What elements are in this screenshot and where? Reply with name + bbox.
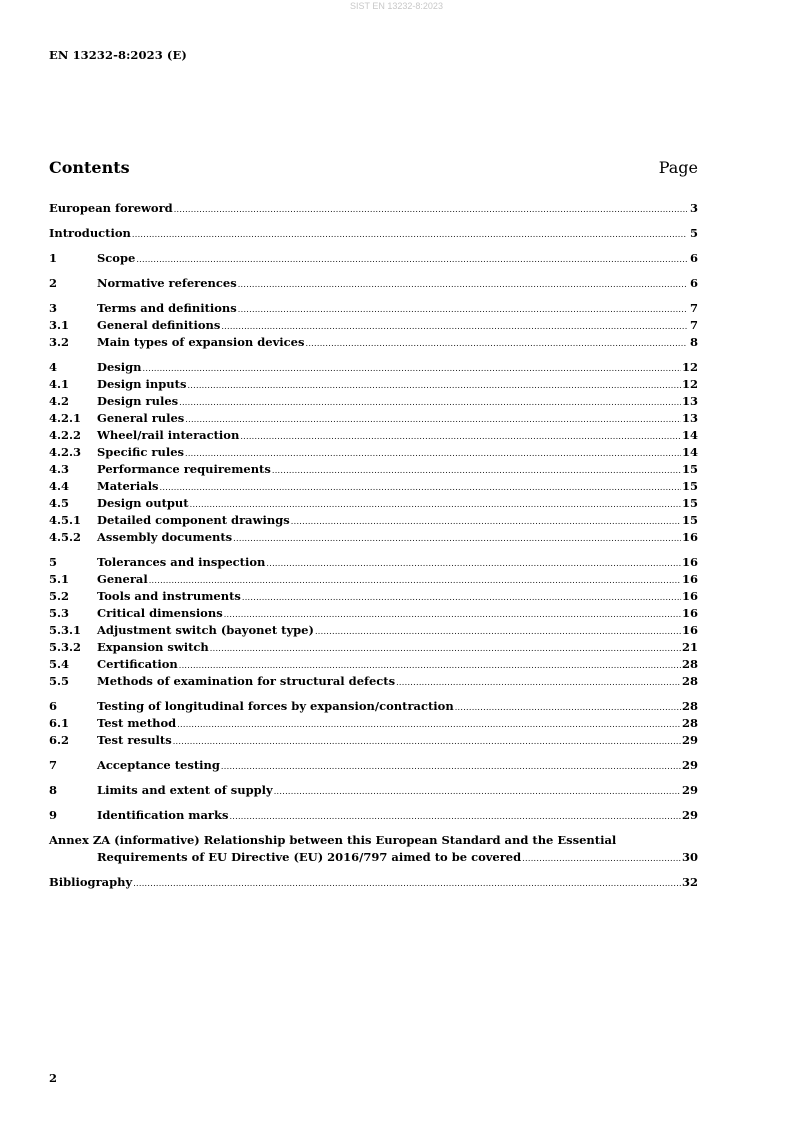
leader-dots (210, 640, 681, 657)
toc-title: European foreword (49, 201, 173, 215)
leader-dots (221, 758, 681, 775)
toc-page: 16 (681, 623, 698, 637)
leader-dots (179, 657, 681, 674)
toc-title: General definitions (97, 318, 221, 332)
toc-page: 15 (681, 513, 698, 527)
toc-entry-9[interactable] (49, 807, 698, 824)
toc-page: 5 (689, 226, 698, 240)
leader-dots (174, 201, 687, 218)
toc-title: Test method (97, 716, 177, 730)
toc-number: 5.3 (49, 606, 70, 620)
toc-page: 15 (681, 479, 698, 493)
toc-page: 28 (681, 657, 698, 671)
toc-entry-4-3[interactable] (49, 461, 698, 478)
toc-entry-5-3-2[interactable] (49, 639, 698, 656)
toc-title: Methods of examination for structural defects (97, 674, 396, 688)
leader-dots (233, 530, 681, 547)
toc-entry-5-3-1[interactable] (49, 622, 698, 639)
watermark: SIST EN 13232-8:2023 (350, 1, 443, 11)
toc-entry-7[interactable] (49, 757, 698, 774)
toc-title: Wheel/rail interaction (97, 428, 240, 442)
toc-number: 3.1 (49, 318, 70, 332)
leader-dots (272, 462, 681, 479)
toc-page: 16 (681, 589, 698, 603)
leader-dots (185, 411, 681, 428)
toc-page: 14 (681, 445, 698, 459)
leader-dots (315, 623, 681, 640)
toc-page: 12 (681, 360, 698, 374)
toc-page: 13 (681, 394, 698, 408)
toc-entry-4-4[interactable] (49, 478, 698, 495)
toc-title: General (97, 572, 148, 586)
toc-number: 5.3.1 (49, 623, 82, 637)
toc-title: Specific rules (97, 445, 184, 459)
toc-title: Testing of longitudinal forces by expansion/contraction (97, 699, 454, 713)
toc-number: 4 (49, 360, 58, 374)
toc-number: 4.5.2 (49, 530, 82, 544)
leader-dots (160, 479, 681, 496)
toc-page: 12 (681, 377, 698, 391)
toc-entry-2[interactable] (49, 275, 698, 292)
toc-number: 3 (49, 301, 58, 315)
toc-title: Acceptance testing (97, 758, 220, 772)
toc-number: 4.4 (49, 479, 70, 493)
toc-page: 29 (681, 783, 698, 797)
leader-dots (229, 808, 681, 825)
contents-title: Contents (49, 158, 130, 177)
toc-entry-4-5-2[interactable] (49, 529, 698, 546)
leader-dots (291, 513, 681, 530)
toc-page: 29 (681, 808, 698, 822)
toc-entry-3-1[interactable] (49, 317, 698, 334)
leader-dots (240, 428, 681, 445)
toc-entry-annex-za[interactable] (49, 832, 698, 866)
toc-page: 30 (681, 850, 698, 864)
leader-dots (274, 783, 681, 800)
toc-number: 2 (49, 276, 58, 290)
leader-dots (224, 606, 681, 623)
toc-page: 6 (689, 251, 698, 265)
toc-entry-foreword[interactable] (49, 200, 698, 217)
toc-entry-6[interactable] (49, 698, 698, 715)
toc-page: 3 (689, 201, 698, 215)
leader-dots (242, 589, 681, 606)
toc-title: Terms and definitions (97, 301, 237, 315)
toc-entry-5[interactable] (49, 554, 698, 571)
toc-number: 8 (49, 783, 58, 797)
toc-entry-4-2-2[interactable] (49, 427, 698, 444)
toc-title: Design (97, 360, 142, 374)
toc-title: Design inputs (97, 377, 187, 391)
toc-entry-6-1[interactable] (49, 715, 698, 732)
leader-dots (238, 301, 687, 318)
table-of-contents (49, 200, 698, 899)
toc-title: Performance requirements (97, 462, 271, 476)
toc-entry-bibliography[interactable] (49, 874, 698, 891)
toc-title: Main types of expansion devices (97, 335, 305, 349)
toc-page: 15 (681, 496, 698, 510)
toc-title: Materials (97, 479, 159, 493)
toc-page: 14 (681, 428, 698, 442)
leader-dots (221, 318, 687, 335)
leader-dots (238, 276, 687, 293)
toc-entry-4-2-1[interactable] (49, 410, 698, 427)
toc-number: 5 (49, 555, 58, 569)
leader-dots (133, 875, 681, 892)
toc-page: 7 (689, 318, 698, 332)
toc-entry-5-1[interactable] (49, 571, 698, 588)
toc-number: 4.2 (49, 394, 70, 408)
toc-number: 4.2.3 (49, 445, 82, 459)
toc-title: General rules (97, 411, 185, 425)
leader-dots (190, 496, 681, 513)
toc-title: Detailed component drawings (97, 513, 290, 527)
toc-number: 6.2 (49, 733, 70, 747)
toc-page: 16 (681, 572, 698, 586)
toc-page: 8 (689, 335, 698, 349)
toc-entry-4-5-1[interactable] (49, 512, 698, 529)
toc-entry-5-3[interactable] (49, 605, 698, 622)
toc-number: 4.3 (49, 462, 70, 476)
toc-number: 4.5.1 (49, 513, 82, 527)
toc-title: Design rules (97, 394, 179, 408)
toc-page: 28 (681, 674, 698, 688)
toc-entry-8[interactable] (49, 782, 698, 799)
toc-page: 7 (689, 301, 698, 315)
leader-dots (522, 850, 681, 867)
contents-header (49, 158, 698, 177)
leader-dots (305, 335, 687, 352)
toc-title: Tools and instruments (97, 589, 241, 603)
toc-title: Normative references (97, 276, 237, 290)
toc-page: 32 (681, 875, 698, 889)
leader-dots (136, 251, 687, 268)
toc-number: 5.2 (49, 589, 70, 603)
toc-number: 4.2.1 (49, 411, 82, 425)
toc-page: 21 (681, 640, 698, 654)
toc-number: 4.1 (49, 377, 70, 391)
toc-number: 5.1 (49, 572, 70, 586)
toc-page: 15 (681, 462, 698, 476)
toc-number: 3.2 (49, 335, 70, 349)
toc-entry-5-5[interactable] (49, 673, 698, 690)
leader-dots (132, 226, 687, 243)
toc-entry-4-2-3[interactable] (49, 444, 698, 461)
toc-title: Tolerances and inspection (97, 555, 266, 569)
toc-page: 6 (689, 276, 698, 290)
toc-entry-6-2[interactable] (49, 732, 698, 749)
toc-entry-4-2[interactable] (49, 393, 698, 410)
toc-page: 16 (681, 530, 698, 544)
page-column-label: Page (658, 158, 698, 177)
toc-title: Scope (97, 251, 136, 265)
toc-title: Test results (97, 733, 172, 747)
leader-dots (185, 445, 681, 462)
toc-page: 16 (681, 555, 698, 569)
toc-entry-3[interactable] (49, 300, 698, 317)
toc-title: Adjustment switch (bayonet type) (97, 623, 314, 637)
leader-dots (177, 716, 681, 733)
toc-page: 29 (681, 758, 698, 772)
leader-dots (143, 360, 681, 377)
toc-page: 16 (681, 606, 698, 620)
leader-dots (396, 674, 681, 691)
toc-title: Design output (97, 496, 189, 510)
toc-number: 6.1 (49, 716, 70, 730)
toc-title: Annex ZA (informative) Relationship between this European Standard and the Essential (49, 833, 617, 847)
toc-number: 4.2.2 (49, 428, 82, 442)
toc-number: 5.4 (49, 657, 70, 671)
toc-title: Identification marks (97, 808, 229, 822)
toc-page: 29 (681, 733, 698, 747)
toc-page: 28 (681, 699, 698, 713)
leader-dots (179, 394, 681, 411)
toc-number: 1 (49, 251, 58, 265)
leader-dots (149, 572, 681, 589)
toc-number: 6 (49, 699, 58, 713)
toc-entry-5-4[interactable] (49, 656, 698, 673)
toc-entry-1[interactable] (49, 250, 698, 267)
leader-dots (187, 377, 681, 394)
toc-title: Expansion switch (97, 640, 209, 654)
toc-page: 13 (681, 411, 698, 425)
toc-entry-4[interactable] (49, 359, 698, 376)
page-number: 2 (49, 1071, 58, 1085)
toc-number: 5.5 (49, 674, 70, 688)
toc-title: Certification (97, 657, 178, 671)
toc-entry-introduction[interactable] (49, 225, 698, 242)
toc-title: Assembly documents (97, 530, 233, 544)
toc-entry-4-5[interactable] (49, 495, 698, 512)
toc-title: Limits and extent of supply (97, 783, 273, 797)
toc-number: 4.5 (49, 496, 70, 510)
toc-title: Bibliography (49, 875, 133, 889)
leader-dots (173, 733, 681, 750)
toc-title: Critical dimensions (97, 606, 223, 620)
leader-dots (266, 555, 681, 572)
toc-entry-3-2[interactable] (49, 334, 698, 351)
toc-title-continuation: Requirements of EU Directive (EU) 2016/797 aimed to be covered (97, 850, 522, 864)
toc-number: 7 (49, 758, 58, 772)
leader-dots (455, 699, 681, 716)
document-id: EN 13232-8:2023 (E) (49, 48, 187, 62)
toc-entry-5-2[interactable] (49, 588, 698, 605)
toc-title: Introduction (49, 226, 131, 240)
toc-number: 5.3.2 (49, 640, 82, 654)
toc-page: 28 (681, 716, 698, 730)
toc-entry-4-1[interactable] (49, 376, 698, 393)
toc-number: 9 (49, 808, 58, 822)
